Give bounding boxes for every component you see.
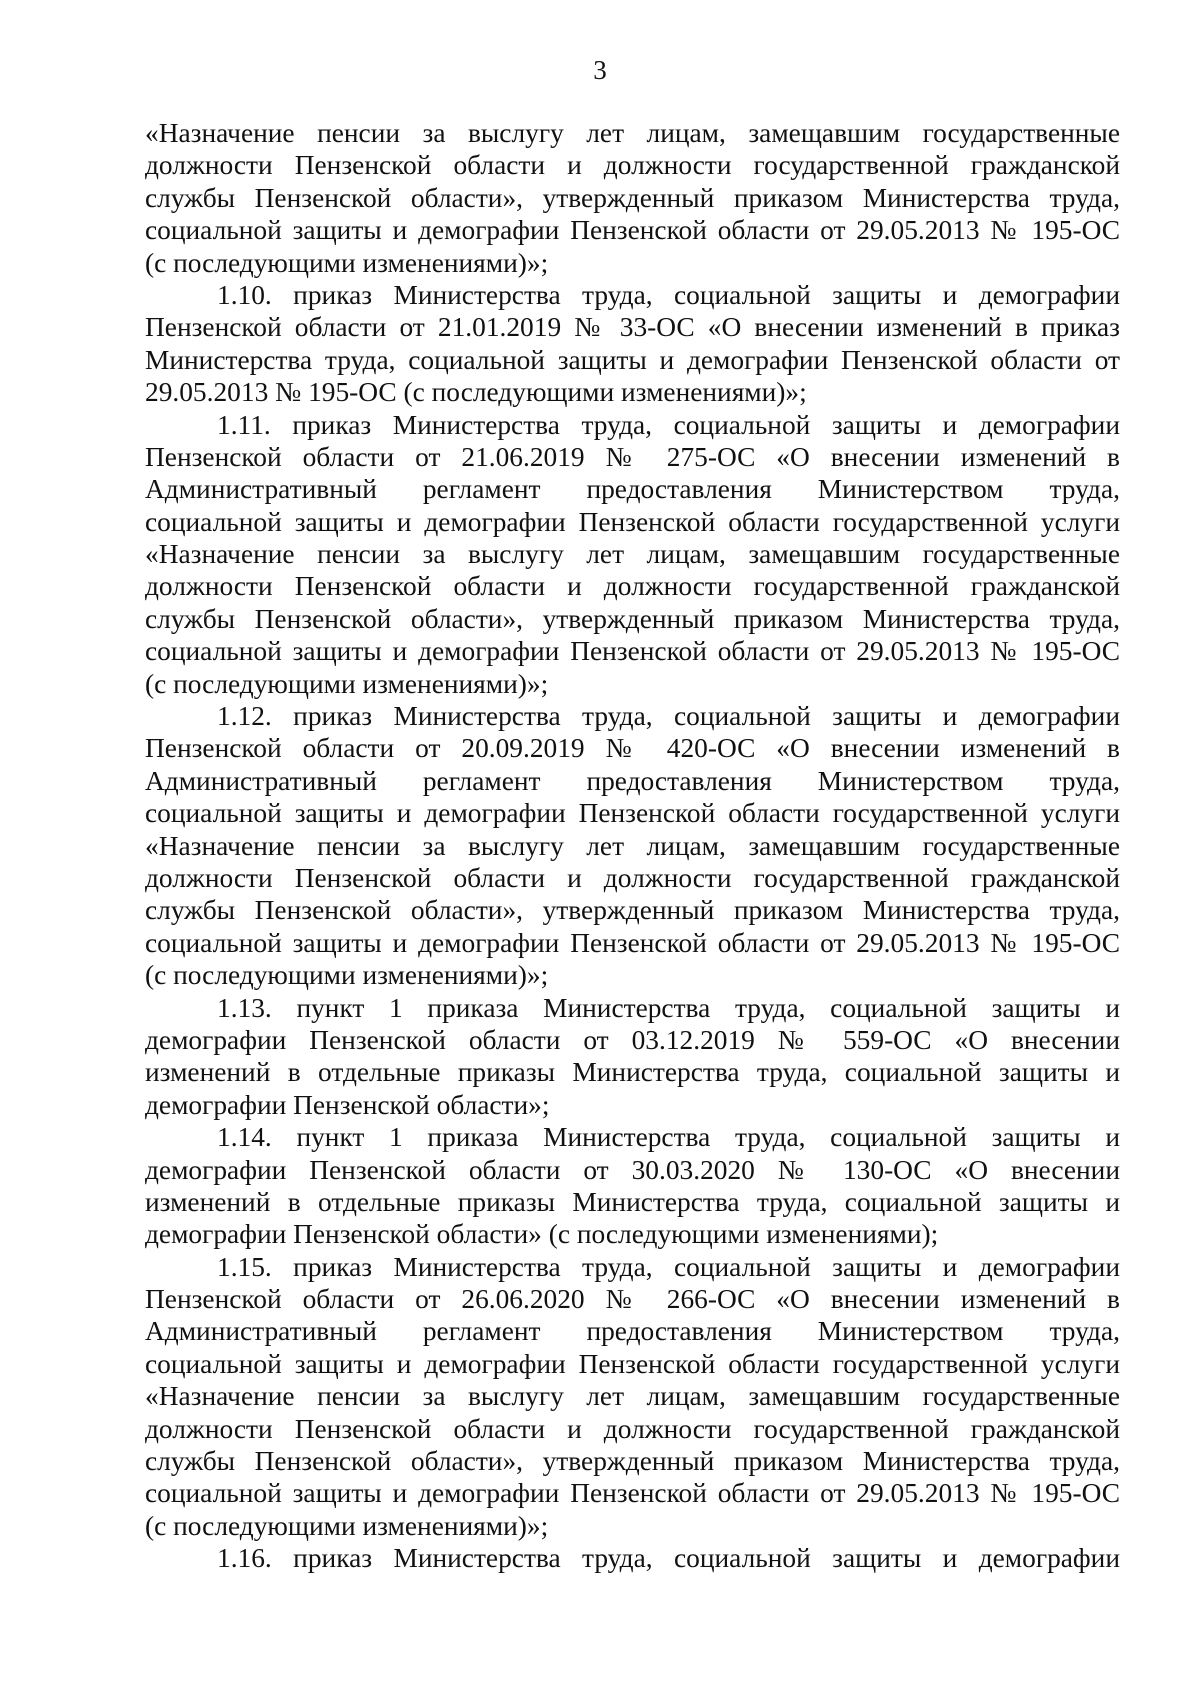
text-line: (с последующими изменениями)»; <box>145 247 549 278</box>
text-line: службы Пензенской области», утвержденный приказом Министерства труда, <box>145 182 1120 213</box>
text-line: Министерства труда, социальной защиты и демографии Пензенской области от <box>145 344 1120 375</box>
text-line: социальной защиты и демографии Пензенской области от 29.05.2013 № 195-ОС <box>145 927 1120 958</box>
text-line: должности Пензенской области и должности государственной гражданской <box>145 571 1120 602</box>
text-line: социальной защиты и демографии Пензенской области от 29.05.2013 № 195-ОС <box>145 1478 1120 1509</box>
text-line: 29.05.2013 № 195-ОС (с последующими изменениями)»; <box>145 377 807 408</box>
text-line: службы Пензенской области», утвержденный приказом Министерства труда, <box>145 1446 1120 1477</box>
text-line: социальной защиты и демографии Пензенской области от 29.05.2013 № 195-ОС <box>145 215 1120 246</box>
text-line: 1.10. приказ Министерства труда, социальной защиты и демографии <box>217 279 1120 310</box>
text-line: (с последующими изменениями)»; <box>145 668 549 699</box>
text-line: 1.11. приказ Министерства труда, социальной защиты и демографии <box>217 409 1120 440</box>
text-line: демографии Пензенской области» (с последующими изменениями); <box>145 1219 939 1250</box>
text-line: Пензенской области от 21.01.2019 № 33-ОС «О внесении изменений в приказ <box>145 312 1120 343</box>
text-line: 1.12. приказ Министерства труда, социальной защиты и демографии <box>217 701 1120 732</box>
text-line: (с последующими изменениями)»; <box>145 1510 549 1541</box>
text-line: изменений в отдельные приказы Министерства труда, социальной защиты и <box>145 1057 1120 1088</box>
text-line: должности Пензенской области и должности государственной гражданской <box>145 150 1120 181</box>
text-line: службы Пензенской области», утвержденный приказом Министерства труда, <box>145 603 1120 634</box>
text-line: социальной защиты и демографии Пензенской области государственной услуги <box>145 798 1120 829</box>
text-line: Пензенской области от 21.06.2019 № 275-ОС «О внесении изменений в <box>145 441 1120 472</box>
text-line: службы Пензенской области», утвержденный приказом Министерства труда, <box>145 895 1120 926</box>
text-line: Административный регламент предоставления Министерством труда, <box>145 474 1120 505</box>
text-line: социальной защиты и демографии Пензенской области государственной услуги <box>145 506 1120 537</box>
document-body <box>145 117 1120 1575</box>
text-line: социальной защиты и демографии Пензенской области от 29.05.2013 № 195-ОС <box>145 636 1120 667</box>
text-line: «Назначение пенсии за выслугу лет лицам, замещавшим государственные <box>145 830 1120 861</box>
text-line: 1.16. приказ Министерства труда, социальной защиты и демографии <box>217 1543 1120 1574</box>
text-line: демографии Пензенской области от 03.12.2019 № 559-ОС «О внесении <box>145 1024 1120 1055</box>
text-line: 1.13. пункт 1 приказа Министерства труда, социальной защиты и <box>217 992 1120 1023</box>
text-line: должности Пензенской области и должности государственной гражданской <box>145 862 1120 893</box>
text-line: социальной защиты и демографии Пензенской области государственной услуги <box>145 1348 1120 1379</box>
text-line: Административный регламент предоставления Министерством труда, <box>145 1316 1120 1347</box>
text-line: Административный регламент предоставления Министерством труда, <box>145 765 1120 796</box>
text-line: «Назначение пенсии за выслугу лет лицам, замещавшим государственные <box>145 118 1120 148</box>
text-line: «Назначение пенсии за выслугу лет лицам, замещавшим государственные <box>145 539 1120 570</box>
text-line: 1.14. пункт 1 приказа Министерства труда, социальной защиты и <box>217 1122 1120 1153</box>
text-line: демографии Пензенской области»; <box>145 1089 550 1120</box>
text-line: 1.15. приказ Министерства труда, социальной защиты и демографии <box>217 1251 1120 1282</box>
text-line: должности Пензенской области и должности государственной гражданской <box>145 1413 1120 1444</box>
text-line: «Назначение пенсии за выслугу лет лицам, замещавшим государственные <box>145 1381 1120 1412</box>
text-line: Пензенской области от 20.09.2019 № 420-ОС «О внесении изменений в <box>145 733 1120 764</box>
text-line: (с последующими изменениями)»; <box>145 960 549 991</box>
page-number: 3 <box>593 55 607 85</box>
text-line: Пензенской области от 26.06.2020 № 266-ОС «О внесении изменений в <box>145 1284 1120 1315</box>
text-line: демографии Пензенской области от 30.03.2020 № 130-ОС «О внесении <box>145 1154 1120 1185</box>
text-line: изменений в отдельные приказы Министерства труда, социальной защиты и <box>145 1186 1120 1217</box>
